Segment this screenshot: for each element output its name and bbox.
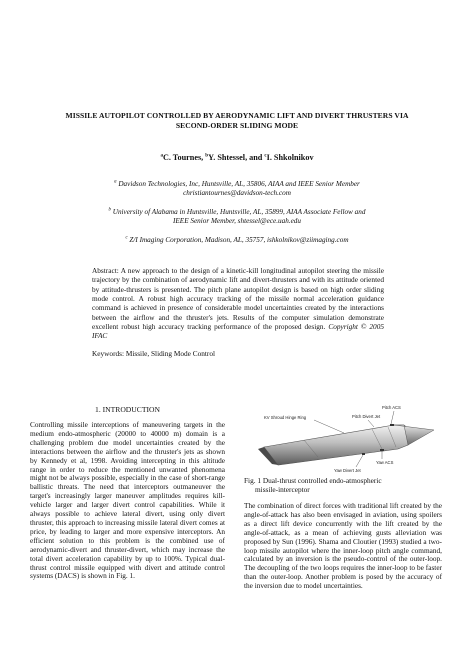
author-b: Y. Shtessel, and xyxy=(208,153,265,162)
affiliation-a xyxy=(60,180,414,199)
author-list xyxy=(40,153,434,163)
figure-1-missile-diagram xyxy=(244,403,442,475)
section-heading-introduction: 1. INTRODUCTION xyxy=(95,405,160,414)
affiliation-a-marker: a xyxy=(114,179,117,185)
abstract xyxy=(92,266,384,341)
affiliation-b-line2: IEEE Senior Member, shtessel@ece.uah.edu xyxy=(173,217,301,226)
abstract-copyright: Copyright © 2005 IFAC xyxy=(92,322,384,341)
label-pitch-divert-jet: Pitch Divert Jet xyxy=(352,414,381,419)
author-c: I. Shkolnikov xyxy=(266,153,314,162)
abstract-text: Abstract: A new approach to the design of a kinetic-kill longitudinal autopilot steering the missile trajectory by the combination of aerodynamic lift and divert-thrusters and with its attitude oriented by attitude-thrusters is presented. The pitch plane autopilot design is based on high order sliding mode control. A robust high accuracy tracking of the missile normal acceleration guidance command is achieved in presence of considerable model uncertainties created by the interactions between the airflow and the thruster's jets. Results of the computer simulation demonstrate excellent robust high accuracy tracking performance of the proposed design. xyxy=(92,266,384,332)
affiliation-b-line1: University of Alabama in Huntsville, Huntsville, AL, 35899, AIAA Associate Fellow and xyxy=(110,208,366,216)
affiliation-c-marker: c xyxy=(125,235,128,241)
missile-illustration xyxy=(244,403,442,475)
author-a-marker: a xyxy=(160,153,163,159)
title-line-2: SECOND-ORDER SLIDING MODE xyxy=(175,121,299,130)
affiliation-b-marker: b xyxy=(108,207,111,213)
affiliation-a-line2: christiantournes@davidson-tech.com xyxy=(183,189,291,198)
figure-1-caption xyxy=(244,476,442,494)
affiliation-a-line1: Davidson Technologies, Inc, Huntsville, AL, 35806, AIAA and IEEE Senior Member xyxy=(116,180,360,188)
caption-line-2: missile-interceptor xyxy=(255,485,310,494)
label-kv-shroud-hinge-ring: KV Shroud Hinge Ring xyxy=(264,415,307,420)
affiliation-b xyxy=(60,208,414,227)
caption-line-1: Fig. 1 Dual-thrust controlled endo-atmospheric xyxy=(244,476,382,485)
author-b-marker: b xyxy=(205,153,209,159)
label-yaw-acs: Yaw ACS xyxy=(376,460,394,465)
label-yaw-divert-jet: Yaw Divert Jet xyxy=(334,468,361,473)
keywords: Keywords: Missile, Sliding Mode Control xyxy=(92,349,216,358)
introduction-right-column: The combination of direct forces with traditional lift created by the angle-of-attack has also been envisaged in aviation, using spoilers as a direct lift device concurrently with the lift created by the angle-of-attack, as a mean of achieving gusts alleviation was proposed by Sun (1996). Shama and Cloutier (1993) studied a two-loop missile autopilot where the inner-loop pitch angle command, calculated by an inversion is the pseudo-control of the outer-loop. The decoupling of the two loops requires the inner-loop to be faster than the outer-loop. Another problem is posed by the accuracy of the inversion due to model uncertainties. xyxy=(244,501,442,591)
affiliation-c xyxy=(60,236,414,245)
title-line-1: MISSILE AUTOPILOT CONTROLLED BY AERODYNAMIC LIFT AND DIVERT THRUSTERS VIA xyxy=(65,111,409,120)
affiliation-c-line1: Z/I Imaging Corporation, Madison, AL, 35757, ishkolnikov@ziimaging.com xyxy=(127,236,349,244)
label-pitch-acs: Pitch ACS xyxy=(382,405,401,410)
author-c-marker: c xyxy=(264,153,267,159)
author-a: C. Tournes, xyxy=(162,153,206,162)
introduction-left-column: Controlling missile interceptions of maneuvering targets in the medium endo-atmospheric (20000 to 40000 m) domain is a challenging problem due model uncertainties created by the interactions between the airflow and the thruster's jets as shown by Kennedy et al, 1998. Avoiding intercepting in this altitude range in order to reduce the mentioned unwanted phenomena might not be always possible, especially in the case of short-range ballistic threats. The need that interceptors outmaneuver the target's increasingly larger maneuver amplitudes requires kill-vehicle larger and larger divert control capabilities. While it always possible to achieve lateral divert, using only divert thruster, this approach to increasing missile lateral divert comes at price, by leading to larger and more expensive interceptors. An efficient solution to this problem is the combined use of aerodynamic-divert and thruster-divert, which may increase the total divert acceleration capability by up to 100%. Typical dual-thrust control missile equipped with divert and attitude control systems (DACS) is shown in Fig. 1. xyxy=(30,420,225,581)
paper-title xyxy=(40,111,434,131)
